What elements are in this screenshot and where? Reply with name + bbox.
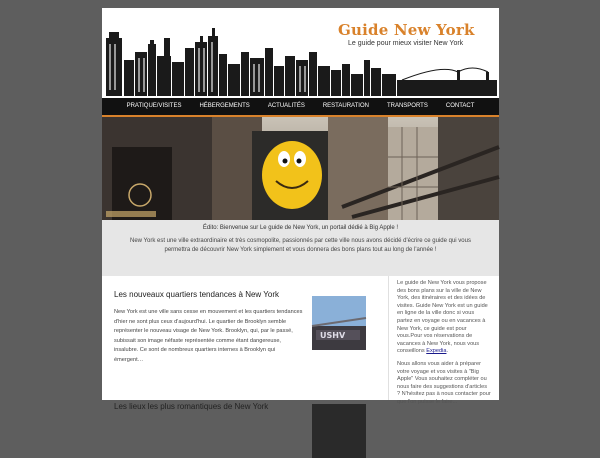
nav-item-actualites[interactable]: ACTUALITÉS [267,103,305,109]
main-nav [102,98,499,115]
sidebar-about-text: Le guide de New York vous propose des bons plans sur la ville de New York, des itinéraires et des idées de visites. Guide New York est un guide en ligne de la ville donc si vous partez en voyage ou en vacances à New York, ce guide est pour vous.Pour vos réservations de vacances à New York, nous vous conseillons [397,280,488,355]
banner-image [102,117,499,220]
main-content [102,276,384,411]
post-thumbnail[interactable] [312,404,366,458]
nav-item-hebergements[interactable]: HÉBERGEMENTS [199,103,250,109]
site-tagline: Le guide pour mieux visiter New York [348,40,464,47]
post-title[interactable]: Les lieux les plus romantiques de New York [114,402,269,411]
sidebar-about-end: . [446,348,449,355]
intro-title: Édito: Bienvenue sur Le guide de New York, un portail dédié à Big Apple ! [202,225,399,231]
expedia-link[interactable]: Expedia [426,348,447,355]
post-item [114,402,376,422]
svg-text:USHV: USHV [320,331,346,340]
nav-item-contact[interactable]: CONTACT [445,103,475,109]
intro-section [102,220,499,276]
post-title[interactable]: Les nouveaux quartiers tendances à New York [114,290,279,299]
intro-body: New York est une ville extraordinaire et très cosmopolite, passionnés par cette ville nous avons décidé d'écrire ce guide qui vous permettra de découvrir New York simplement et vous donnera des bons plans tout au long de l'année ! [129,238,471,253]
post-thumbnail[interactable] [312,296,366,350]
sidebar-help-text: Nous allons vous aider à préparer votre voyage et vos visites à "Big Apple" Vous souhaitez compléter ou nous faire des suggestions d'articles ? N'hésitez pas à nous contacter pour que l'on puisse le faire... [397,360,491,405]
nav-item-restauration[interactable]: RESTAURATION [322,103,369,109]
post-excerpt: New York est une ville sans cesse en mouvement et les quartiers tendances d'hier ne sont plus ceux d'aujourd'hui. Le quartier de Brooklyn semble représenter le nouveau visage de New York. Brooklyn, qui, par le passé, subissait son image néfaste représentée comme étant dangereuse, insalubre. Ce sont de nombreux quartiers internes à Brooklyn qui émergent… [114,309,303,363]
site-header [102,8,499,98]
site-title[interactable]: Guide New York [338,21,475,39]
sidebar [388,276,499,405]
page-container [102,8,499,411]
post-item [114,290,376,390]
nav-item-transports[interactable]: TRANSPORTS [386,103,428,109]
sidebar-about [397,280,491,356]
nav-item-pratique[interactable]: PRATIQUE/VISITES [126,103,182,109]
